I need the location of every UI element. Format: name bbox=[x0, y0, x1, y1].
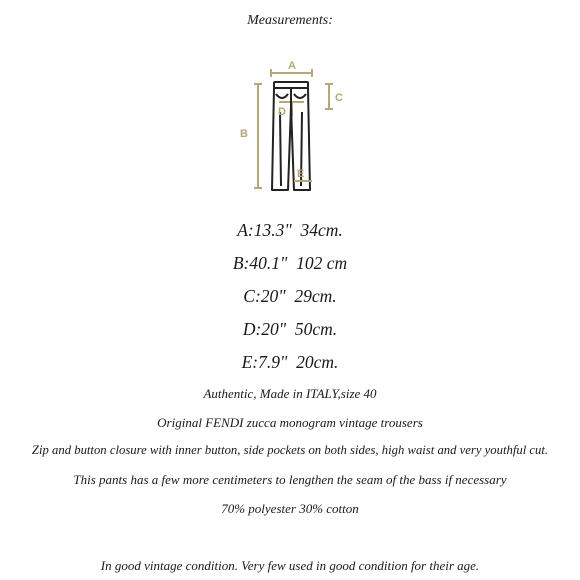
dimension-c-label: C bbox=[335, 92, 343, 104]
measurements-title: Measurements: bbox=[247, 13, 333, 28]
measurement-e: E:7.9" 20cm. bbox=[241, 352, 339, 372]
dimension-b-label: B bbox=[240, 128, 248, 140]
measurement-c: C:20" 29cm. bbox=[243, 286, 337, 306]
measurement-a: A:13.3" 34cm. bbox=[237, 220, 343, 240]
material-line: 70% polyester 30% cotton bbox=[221, 501, 359, 516]
authenticity-line: Authentic, Made in ITALY,size 40 bbox=[203, 386, 377, 401]
measurement-b: B:40.1" 102 cm bbox=[232, 253, 348, 273]
dimension-a-label: A bbox=[288, 60, 296, 72]
measurement-d: D:20" 50cm. bbox=[242, 319, 338, 339]
product-name-line: Original FENDI zucca monogram vintage trousers bbox=[157, 415, 423, 430]
measurement-diagram bbox=[236, 56, 348, 194]
dimension-d-label: D bbox=[278, 106, 286, 118]
hem-note-line: This pants has a few more centimeters to lengthen the seam of the bass if necessary bbox=[73, 472, 507, 487]
closure-details-line: Zip and button closure with inner button, side pockets on both sides, high waist and very youthful cut. bbox=[31, 443, 549, 457]
dimension-e-label: E bbox=[297, 168, 305, 180]
condition-line: In good vintage condition. Very few used in good condition for their age. bbox=[100, 558, 480, 573]
trousers-icon bbox=[236, 56, 348, 194]
